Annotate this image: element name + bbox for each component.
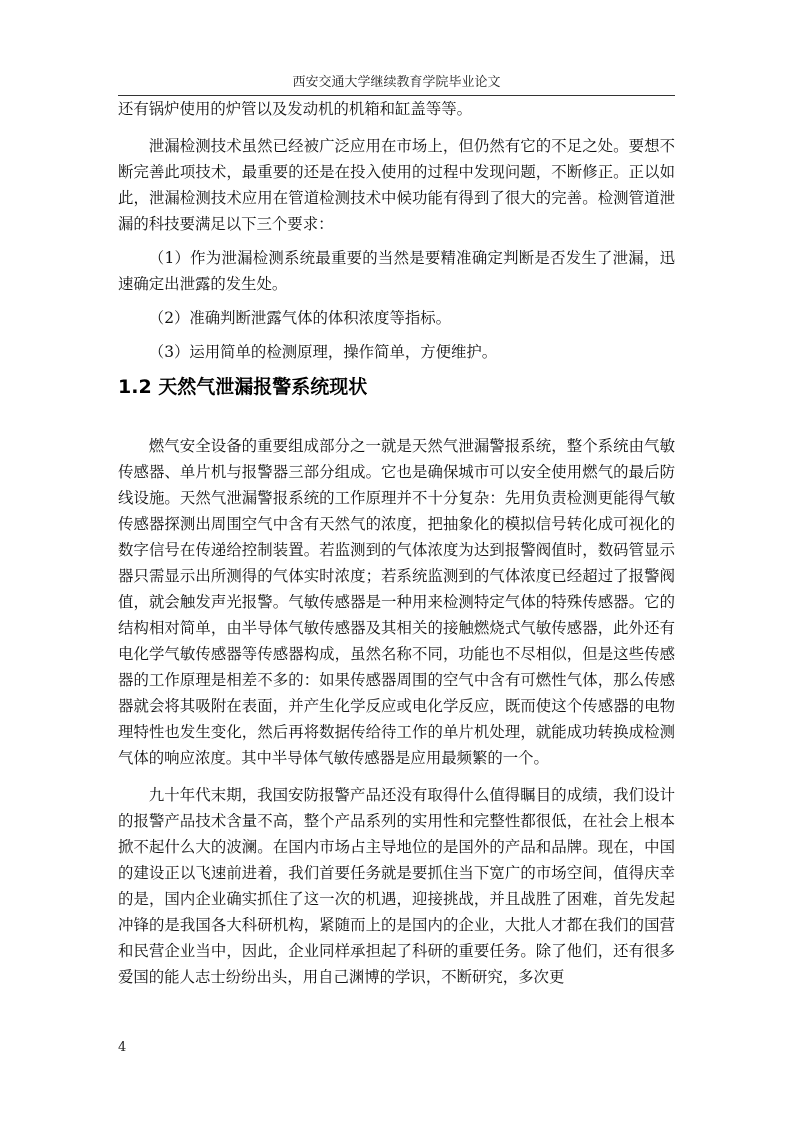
page-number: 4 [118,1040,127,1055]
section-heading: 1.2 天然气泄漏报警系统现状 [118,376,368,398]
paragraph-leak-detection: 泄漏检测技术虽然已经被广泛应用在市场上，但仍然有它的不足之处。要想不断完善此项技术，最重要的还是在投入使用的过程中发现问题，不断修正。正以如此，泄漏检测技术应用在管道检测技术中候功能有得到了很大的完善。检测管道泄漏的科技要满足以下三个要求： [118,137,675,233]
page-body [118,96,675,990]
paragraph-gas-alarm-system: 燃气安全设备的重要组成部分之一就是天然气泄漏警报系统，整个系统由气敏传感器、单片机与报警器三部分组成。它也是确保城市可以安全使用燃气的最后防线设施。天然气泄漏警报系统的工作原理并不十分复杂：先用负责检测更能得气敏传感器探测出周围空气中含有天然气的浓度，把抽象化的模拟信号转化成可视化的数字信号在传递给控制装置。若监测到的气体浓度为达到报警阀值时，数码管显示器只需显示出所测得的气体实时浓度；若系统监测到的气体浓度已经超过了报警阀值，就会触发声光报警。气敏传感器是一种用来检测特定气体的特殊传感器。它的结构相对简单，由半导体气敏传感器及其相关的接触燃烧式气敏传感器，此外还有电化学气敏传感器等传感器构成，虽然名称不同，功能也不尽相似，但是这些传感器的工作原理是相差不多的：如果传感器周围的空气中含有可燃性气体，那么传感器就会将其吸附在表面，并产生化学反应或电化学反应，既而使这个传感器的电物理特性也发生变化，然后再将数据传给待工作的单片机处理，就能成功转换成检测气体的响应浓度。其中半导体气敏传感器是应用最频繁的一个。 [118,437,675,767]
running-header: 西安交通大学继续教育学院毕业论文 [292,75,501,90]
paragraph-continuation: 还有锅炉使用的炉管以及发动机的机箱和缸盖等等。 [118,100,472,118]
requirement-item-1: （1）作为泄漏检测系统最重要的当然是要精准确定判断是否发生了泄漏，迅速确定出泄露的发生处。 [118,249,675,293]
paragraph-industry-history: 九十年代末期，我国安防报警产品还没有取得什么值得瞩目的成绩，我们设计的报警产品技术含量不高，整个产品系列的实用性和完整性都很低，在社会上根本掀不起什么大的波澜。在国内市场占主导地位的是国外的产品和品牌。现在，中国的建设正以飞速前进着，我们首要任务就是要抓住当下宽广的市场空间，值得庆幸的是，国内企业确实抓住了这一次的机遇，迎接挑战，并且战胜了困难，首先发起冲锋的是我国各大科研机构，紧随而上的是国内的企业，大批人才都在我们的国营和民营企业当中，因此，企业同样承担起了科研的重要任务。除了他们，还有很多爱国的能人志士纷纷出头，用自己渊博的学识，不断研究，多次更 [118,786,675,986]
requirement-item-3: （3）运用简单的检测原理，操作简单，方便维护。 [148,343,498,361]
requirement-item-2: （2）准确判断泄露气体的体积浓度等指标。 [148,309,452,327]
